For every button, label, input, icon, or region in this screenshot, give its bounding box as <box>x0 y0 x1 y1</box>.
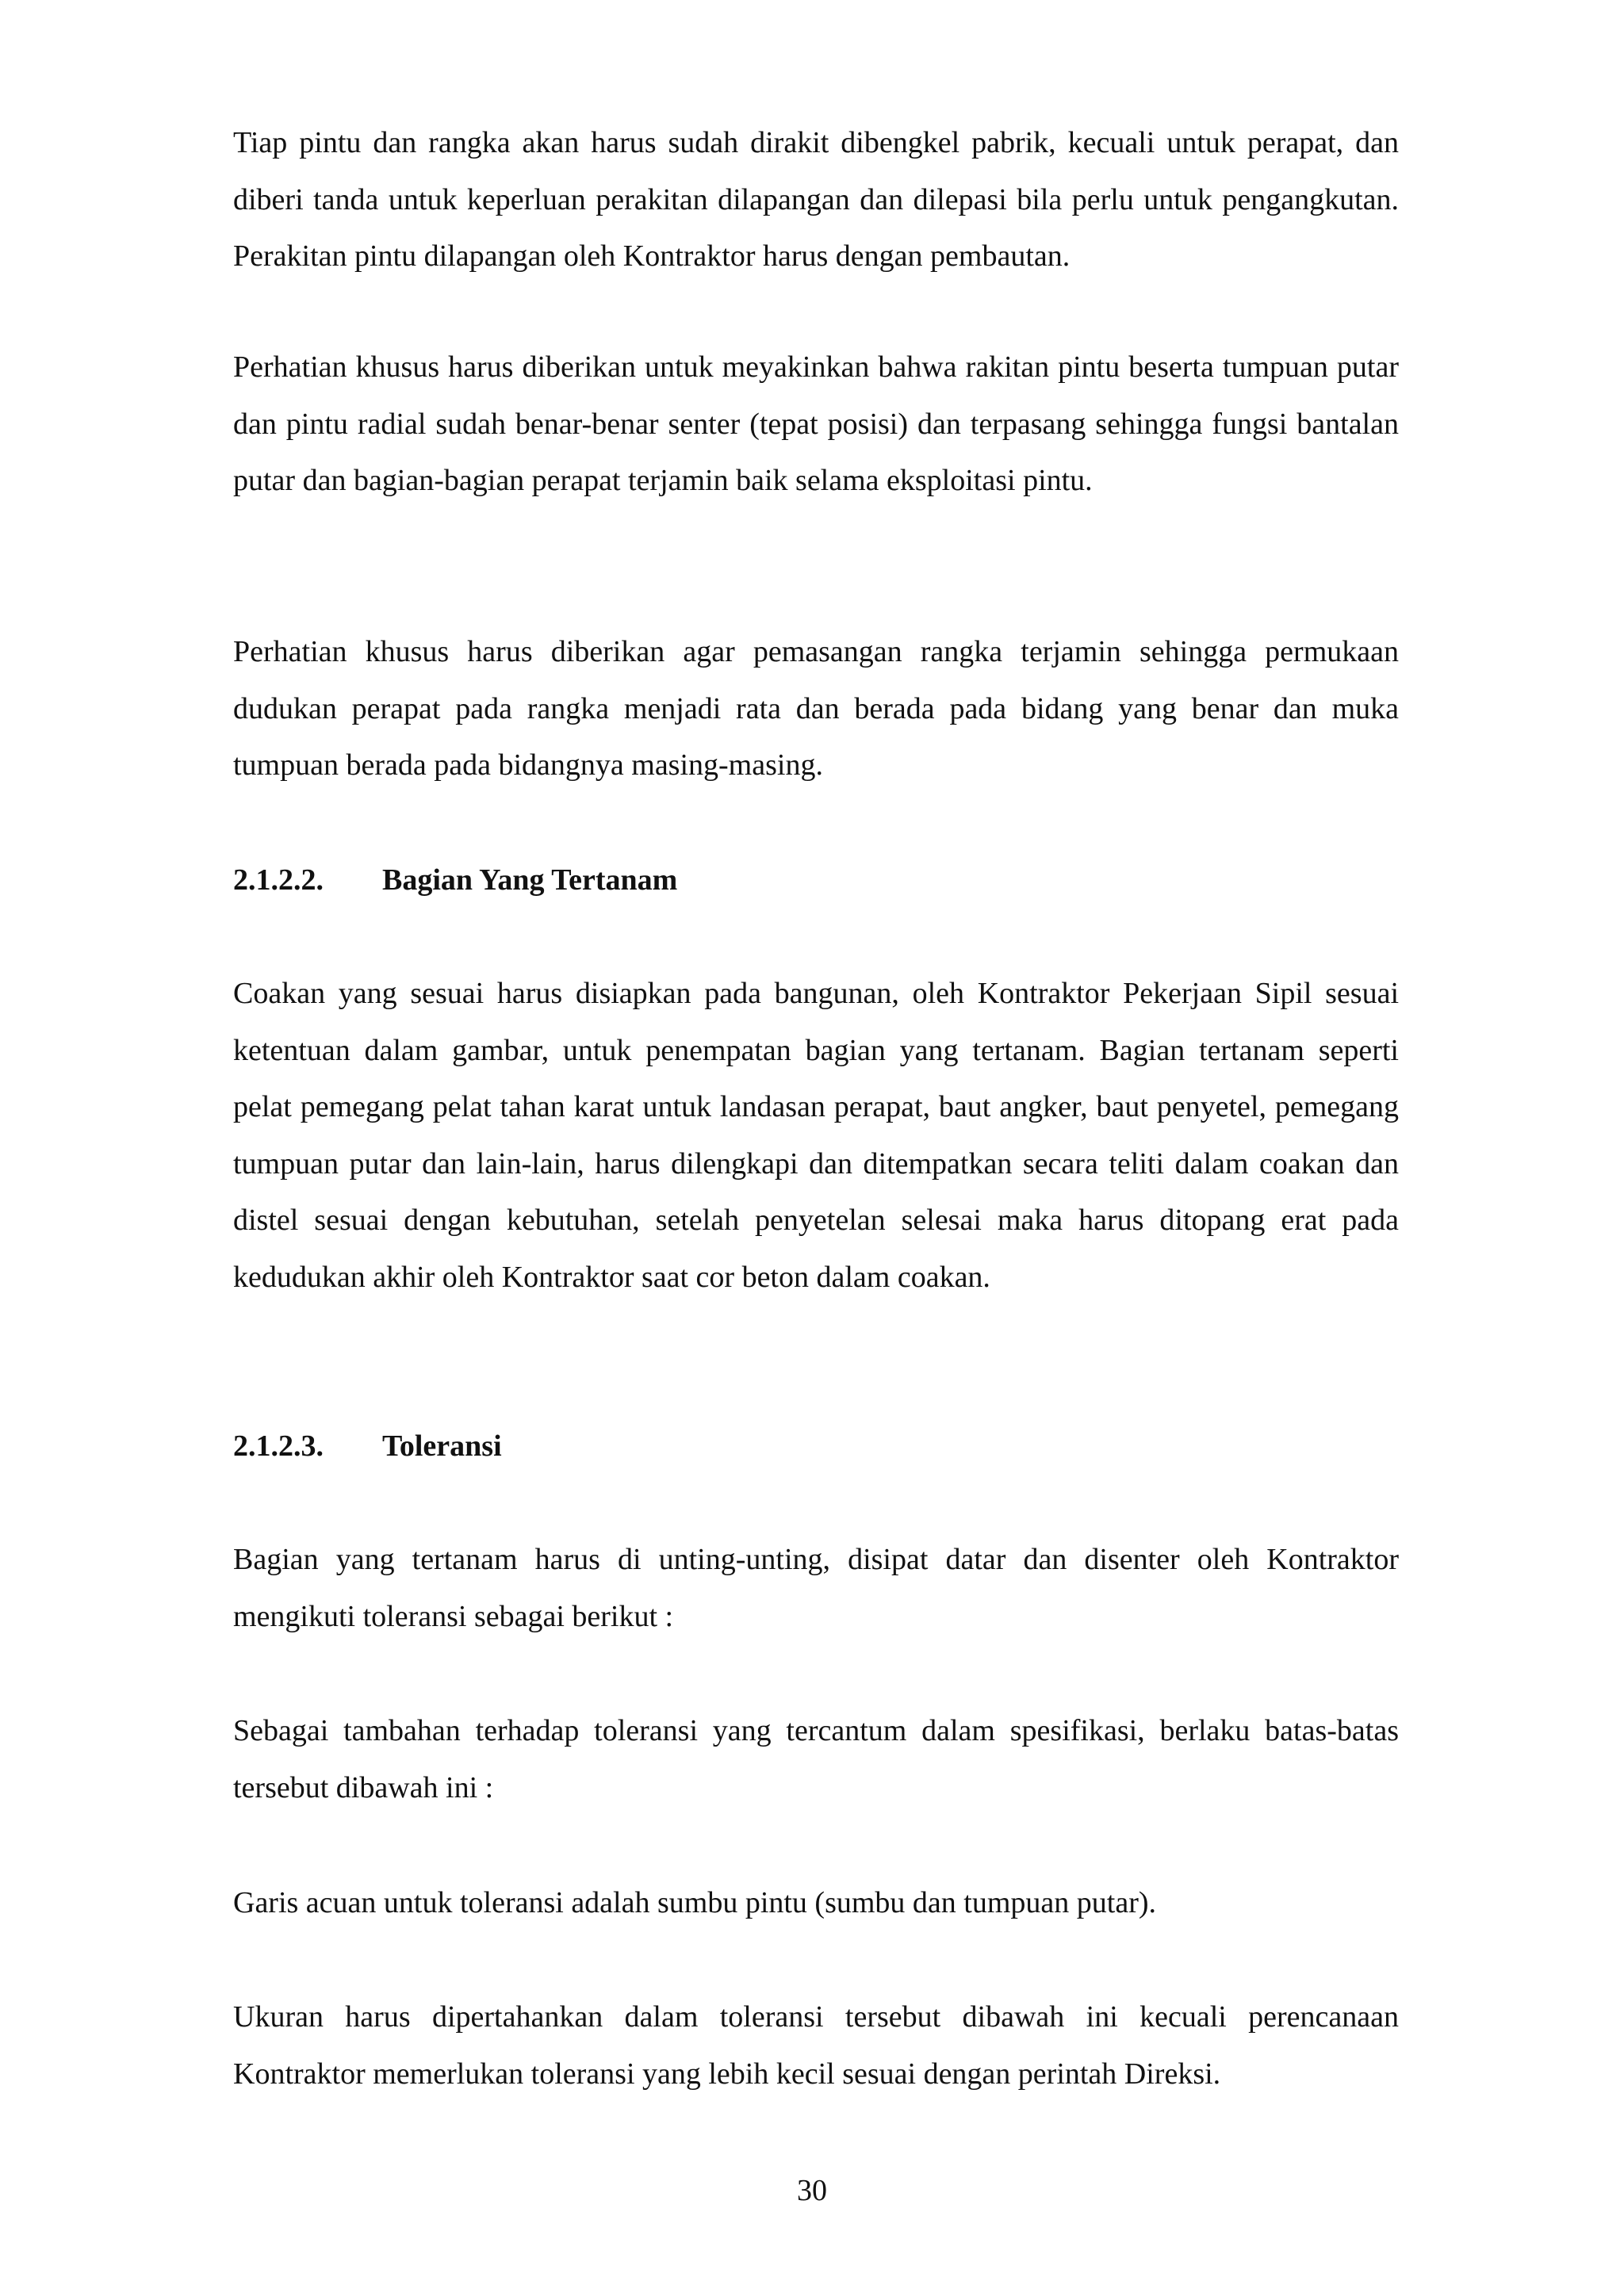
section-heading-bagian-yang-tertanam <box>233 852 677 909</box>
paragraph-tambahan-toleransi: Sebagai tambahan terhadap toleransi yang tercantum dalam spesifikasi, berlaku batas-batas tersebut dibawah ini : <box>233 1714 1399 1804</box>
section-number: 2.1.2.3. <box>233 1429 324 1463</box>
paragraph-perhatian-rangka: Perhatian khusus harus diberikan agar pemasangan rangka terjamin sehingga permukaan dudukan perapat pada rangka menjadi rata dan berada pada bidang yang benar dan muka tumpuan berada pada bidangnya masing-masing. <box>233 635 1399 782</box>
section-number: 2.1.2.2. <box>233 863 324 897</box>
paragraph-perhatian-rakitan: Perhatian khusus harus diberikan untuk meyakinkan bahwa rakitan pintu beserta tumpuan putar dan pintu radial sudah benar-benar senter (tepat posisi) dan terpasang sehingga fungsi bantalan putar dan bagian-bagian perapat terjamin baik selama eksploitasi pintu. <box>233 350 1399 497</box>
section-title: Toleransi <box>382 1429 502 1463</box>
section-title: Bagian Yang Tertanam <box>382 863 678 897</box>
page-number: 30 <box>797 2174 827 2207</box>
paragraph-ukuran: Ukuran harus dipertahankan dalam toleransi tersebut dibawah ini kecuali perencanaan Kontraktor memerlukan toleransi yang lebih kecil sesuai dengan perintah Direksi. <box>233 2000 1399 2091</box>
paragraph-garis-acuan: Garis acuan untuk toleransi adalah sumbu pintu (sumbu dan tumpuan putar). <box>233 1886 1157 1919</box>
paragraph-coakan: Coakan yang sesuai harus disiapkan pada bangunan, oleh Kontraktor Pekerjaan Sipil sesuai ketentuan dalam gambar, untuk penempatan bagian yang tertanam. Bagian tertanam seperti pelat pemegang pelat tahan karat untuk landasan perapat, baut angker, baut penyetel, pemegang tumpuan putar dan lain-lain, harus dilengkapi dan ditempatkan secara teliti dalam coakan dan distel sesuai dengan kebutuhan, setelah penyetelan selesai maka harus ditopang erat pada kedudukan akhir oleh Kontraktor saat cor beton dalam coakan. <box>233 977 1399 1294</box>
section-heading-toleransi <box>233 1418 502 1475</box>
paragraph-unting-unting: Bagian yang tertanam harus di unting-unting, disipat datar dan disenter oleh Kontraktor mengikuti toleransi sebagai berikut : <box>233 1543 1399 1633</box>
paragraph-perakitan-pintu: Tiap pintu dan rangka akan harus sudah dirakit dibengkel pabrik, kecuali untuk perapat, dan diberi tanda untuk keperluan perakitan dilapangan dan dilepasi bila perlu untuk pengangkutan. Perakitan pintu dilapangan oleh Kontraktor harus dengan pembautan. <box>233 126 1399 273</box>
